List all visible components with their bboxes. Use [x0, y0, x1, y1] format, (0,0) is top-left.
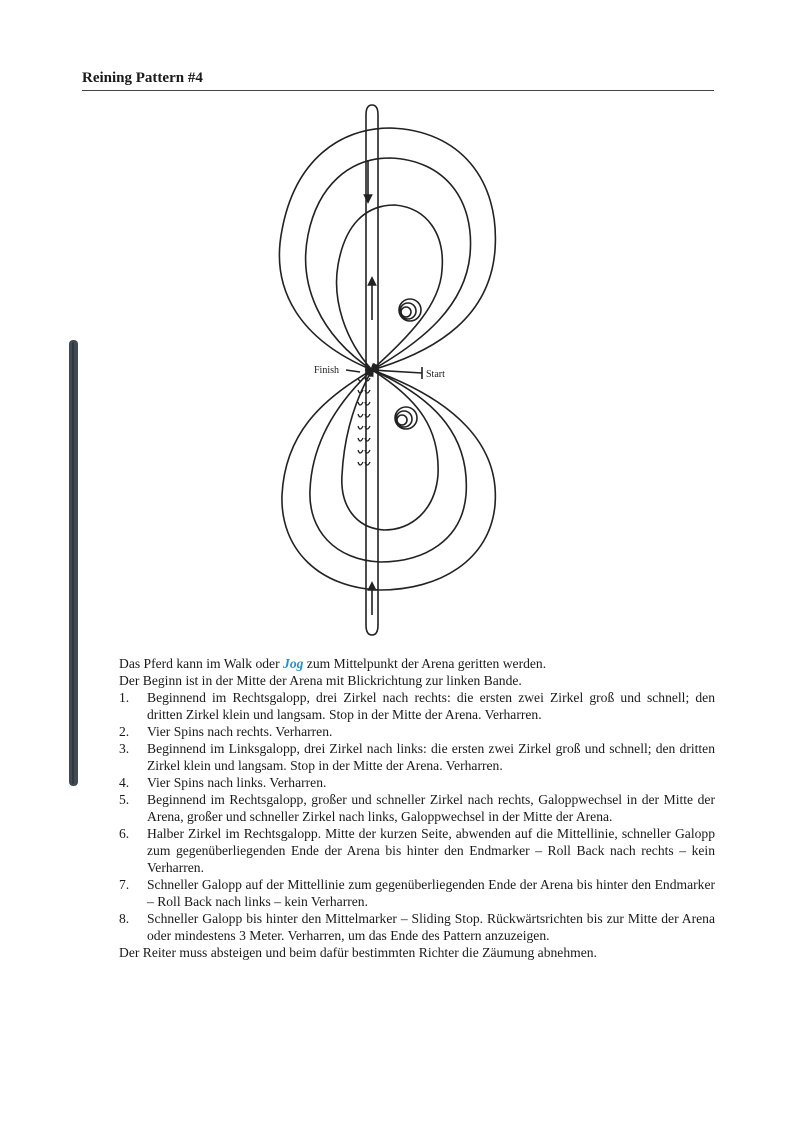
steps-list — [119, 689, 715, 944]
start-label: Start — [426, 369, 445, 380]
upper-circle-inner — [337, 205, 443, 370]
list-item: 1. Beginnend im Rechtsgalopp, drei Zirkel nach rechts: die ersten zwei Zirkel groß und schnell; den dritten Zirkel klein und langsam. Stop in der Mitte der Arena. Verharren. — [119, 690, 715, 722]
backup-marks — [358, 378, 370, 465]
finish-line — [346, 370, 360, 372]
reining-pattern-diagram — [260, 100, 532, 645]
upper-circle-mid — [306, 158, 471, 370]
finish-label: Finish — [314, 365, 340, 376]
instructions — [119, 655, 715, 961]
list-item: 4. Vier Spins nach links. Verharren. — [119, 775, 327, 790]
list-item: 7. Schneller Galopp auf der Mittellinie zum gegenüberliegenden Ende der Arena bis hinter den Endmarker – Roll Back nach links – kein Verharren. — [119, 877, 715, 909]
intro-line-1: Das Pferd kann im Walk oder Jog zum Mittelpunkt der Arena geritten werden. — [119, 656, 547, 671]
lower-circle-outer — [282, 370, 495, 590]
list-item: 5. Beginnend im Rechtsgalopp, großer und schneller Zirkel nach rechts, Galoppwechsel in der Mitte der Arena, großer und schneller Zirkel nach links, Galoppwechsel in der Mitte der Arena. — [119, 792, 715, 824]
side-scroll-bar — [69, 340, 78, 786]
intro-line-2: Der Beginn ist in der Mitte der Arena mit Blickrichtung zur linken Bande. — [119, 673, 522, 688]
list-item: 6. Halber Zirkel im Rechtsgalopp. Mitte der kurzen Seite, abwenden auf die Mittellinie, schneller Galopp zum gegenüberliegenden Ende der Arena bis hinter den Endmarker – Roll Back nach rechts – kein Verharren. — [119, 826, 715, 875]
list-item: 3. Beginnend im Linksgalopp, drei Zirkel nach links: die ersten zwei Zirkel groß und schnell; den dritten Zirkel klein und langsam. Stop in der Mitte der Arena. Verharren. — [119, 741, 715, 773]
list-item: 2. Vier Spins nach rechts. Verharren. — [119, 724, 333, 739]
lower-circle-mid — [310, 370, 466, 562]
jog-term: Jog — [283, 656, 304, 671]
upper-circle-outer — [279, 128, 495, 370]
list-item: 8. Schneller Galopp bis hinter den Mittelmarker – Sliding Stop. Rückwärtsrichten bis zur Mitte der Arena oder mindestens 3 Meter. Verharren, um das Ende des Pattern anzuzeigen. — [119, 911, 715, 943]
page-title: Reining Pattern #4 — [82, 70, 714, 91]
outro-line: Der Reiter muss absteigen und beim dafür bestimmten Richter die Zäumung abnehmen. — [119, 945, 597, 960]
